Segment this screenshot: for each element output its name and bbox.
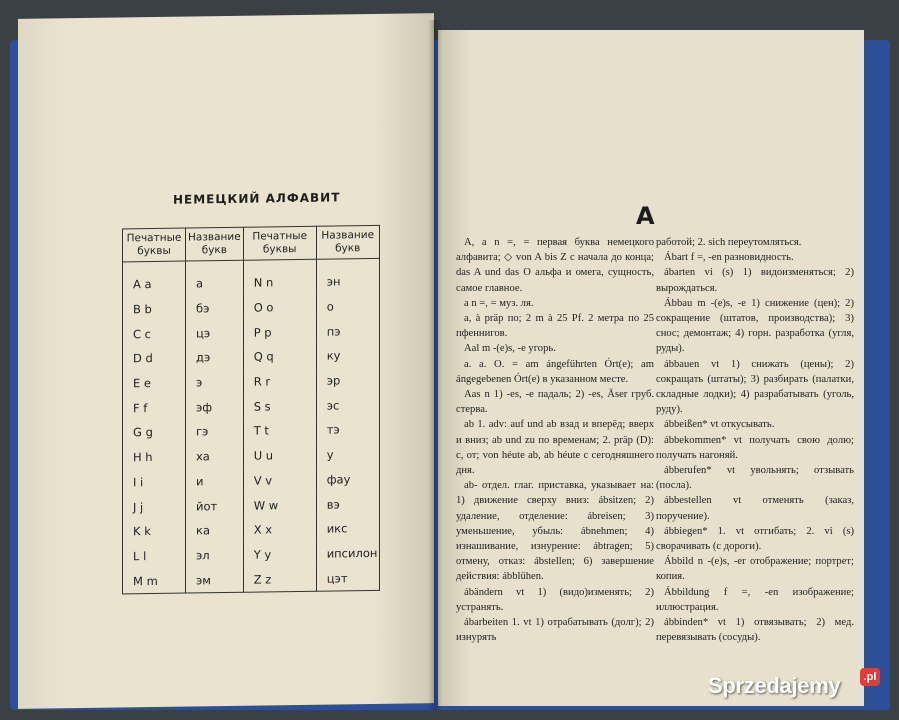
dictionary-entry: ábarten vi (s) 1) видоизменяться; 2) вырождаться. <box>656 267 854 294</box>
printed-letter-cell: D d <box>123 346 186 372</box>
letter-name-cell: вэ <box>316 491 379 517</box>
header-printed-letters-2: Печатные буквы <box>243 226 316 260</box>
dictionary-column-right <box>656 235 854 645</box>
letter-name-cell: цэ <box>186 320 244 345</box>
dictionary-entry: a, à präp по; 2 m à 25 Pf. 2 метра по 25 пфеннигов. <box>456 313 654 340</box>
printed-letter-cell: X x <box>243 517 316 543</box>
printed-letter-cell: C c <box>123 321 186 347</box>
letter-name-cell: тэ <box>316 417 379 443</box>
dictionary-entry: a. a. O. = am ángeführten Órt(e); am ángegebenen Órt(e) в указанном месте. <box>456 358 654 385</box>
printed-letter-cell: Y y <box>243 541 316 567</box>
alphabet-table <box>122 225 380 595</box>
printed-letter-cell: Z z <box>243 566 316 592</box>
printed-letter-cell: U u <box>243 443 316 469</box>
alphabet-row <box>123 417 380 445</box>
dictionary-entry: A, a n =, = первая буква немецкого алфавита; ◇ von A bis Z с начала до конца; das A und das O альфа и омега, сущность, самое главное. <box>456 237 654 294</box>
letter-name-cell: дэ <box>186 345 244 370</box>
alphabet-row <box>123 368 380 396</box>
dictionary-entry: ab- отдел. глаг. приставка, указывает на: 1) движение сверху вниз: ábsitzen; 2) удаление, отделение: ábreisen; 3) уменьшение, убыль: ábnehmen; 4) изнашивание, изнурение: ábtragen; 5) отмену, отказ: ábstellen; 6) завершение действия: ábblühen. <box>456 480 654 583</box>
dictionary-entry: работой; 2. sich переутомляться. <box>656 237 802 248</box>
letter-name-cell: а <box>186 260 244 296</box>
book-spine <box>428 20 442 710</box>
dictionary-entry: ábbauen vt 1) снижать (цены); 2) сокращать (штаты); 3) разбирать (палатки, складные лодки); 4) разрабатывать (уголь, руду). <box>656 358 854 416</box>
alphabet-table-header <box>123 225 380 262</box>
alphabet-row <box>123 392 380 420</box>
printed-letter-cell: Q q <box>243 344 316 370</box>
dictionary-entry: ab 1. adv: auf und ab взад и вперёд; вверх и вниз; ab und zu по временам; 2. präp (D): с, от; von héute ab, ab héute с сегодняшнего дня. <box>456 419 654 477</box>
dictionary-entry: ábberufen* vt увольнять; отзывать (посла). <box>656 465 854 492</box>
dictionary-entry: Ábbildung f =, -en изображение; иллюстрация. <box>656 586 854 613</box>
dictionary-entry: Ábbau m -(e)s, -e 1) снижение (цен); 2) сокращение (штатов, производства); 3) снос; демонтаж; 4) горн. разработка (угля, руды). <box>656 297 854 355</box>
letter-name-cell: йот <box>186 493 244 518</box>
dictionary-entry: Aas n 1) -es, -e падаль; 2) -es, Äser груб. стерва. <box>456 389 654 416</box>
alphabet-row <box>123 294 380 322</box>
alphabet-row <box>123 540 380 568</box>
printed-letter-cell: L l <box>123 543 186 569</box>
printed-letter-cell: K k <box>123 518 186 544</box>
printed-letter-cell: W w <box>243 492 316 518</box>
printed-letter-cell: T t <box>243 418 316 444</box>
alphabet-row <box>123 565 380 594</box>
printed-letter-cell: P p <box>243 319 316 345</box>
alphabet-row <box>123 258 380 297</box>
letter-name-cell: эм <box>186 567 244 593</box>
letter-name-cell: ка <box>186 518 244 543</box>
letter-name-cell: ха <box>186 444 244 469</box>
section-letter: A <box>636 202 655 230</box>
letter-name-cell: гэ <box>186 419 244 444</box>
printed-letter-cell: B b <box>123 296 186 322</box>
dictionary-entry: ábarbeiten 1. vt 1) отрабатывать (долг); 2) изнурять <box>456 617 654 644</box>
letter-name-cell: эл <box>186 542 244 567</box>
printed-letter-cell: N n <box>243 259 316 295</box>
watermark-badge: .pl <box>860 668 880 686</box>
printed-letter-cell: F f <box>123 395 186 421</box>
letter-name-cell: эр <box>316 368 379 394</box>
dictionary-entry: a n =, = муз. ля. <box>464 297 534 309</box>
alphabet-row <box>123 442 380 470</box>
dictionary-entry: ábbeißen* vt откусывать. <box>664 419 775 431</box>
letter-name-cell: эн <box>316 258 379 294</box>
printed-letter-cell: J j <box>123 494 186 520</box>
header-letter-name: Название букв <box>186 227 244 261</box>
header-printed-letters: Печатные буквы <box>123 228 186 262</box>
letter-name-cell: икс <box>316 516 379 542</box>
alphabet-row <box>123 343 380 371</box>
alphabet-row <box>123 516 380 544</box>
alphabet-title: НЕМЕЦКИЙ АЛФАВИТ <box>173 190 341 207</box>
letter-name-cell: и <box>186 468 244 493</box>
printed-letter-cell: H h <box>123 444 186 470</box>
header-letter-name-2: Название букв <box>316 225 379 259</box>
printed-letter-cell: I i <box>123 469 186 495</box>
letter-name-cell: ипсилон <box>316 540 379 566</box>
letter-name-cell: фау <box>316 466 379 492</box>
right-page <box>438 30 864 706</box>
printed-letter-cell: E e <box>123 370 186 396</box>
letter-name-cell: ку <box>316 343 379 369</box>
printed-letter-cell: O o <box>243 294 316 320</box>
alphabet-row <box>123 466 380 494</box>
printed-letter-cell: R r <box>243 368 316 394</box>
dictionary-entry: ábbiegen* 1. vt отгибать; 2. vi (s) сворачивать (с дороги). <box>656 525 854 553</box>
letter-name-cell: цэт <box>316 565 379 591</box>
dictionary-entry: Ábart f =, -en разновидность. <box>664 252 794 264</box>
printed-letter-cell: A a <box>123 261 186 297</box>
letter-name-cell: э <box>186 370 244 395</box>
letter-name-cell: эс <box>316 392 379 418</box>
printed-letter-cell: G g <box>123 420 186 446</box>
dictionary-entry: ábbekommen* vt получать свою долю; получать нагоняй. <box>656 434 854 461</box>
dictionary-entry: ábändern vt 1) (видо)изменять; 2) устранять. <box>456 586 654 613</box>
alphabet-row <box>123 491 380 519</box>
letter-name-cell: у <box>316 442 379 468</box>
alphabet-row <box>123 318 380 346</box>
letter-name-cell: эф <box>186 394 244 419</box>
printed-letter-cell: S s <box>243 393 316 419</box>
printed-letter-cell: M m <box>123 568 186 594</box>
left-page <box>18 13 434 709</box>
dictionary-entry: ábbestellen vt отменять (заказ, поручение). <box>656 495 854 522</box>
dictionary-column-left <box>456 235 654 645</box>
printed-letter-cell: V v <box>243 467 316 493</box>
letter-name-cell: о <box>316 294 379 320</box>
letter-name-cell: бэ <box>186 295 244 320</box>
letter-name-cell: пэ <box>316 318 379 344</box>
watermark-logo: Sprzedajemy <box>708 673 841 698</box>
dictionary-entry: Ábbild n -(e)s, -er отображение; портрет; копия. <box>656 556 854 583</box>
dictionary-entry: ábbinden* vt 1) отвязывать; 2) мед. перевязывать (сосуды). <box>656 617 854 644</box>
dictionary-entry: Aal m -(e)s, -e угорь. <box>464 343 556 355</box>
